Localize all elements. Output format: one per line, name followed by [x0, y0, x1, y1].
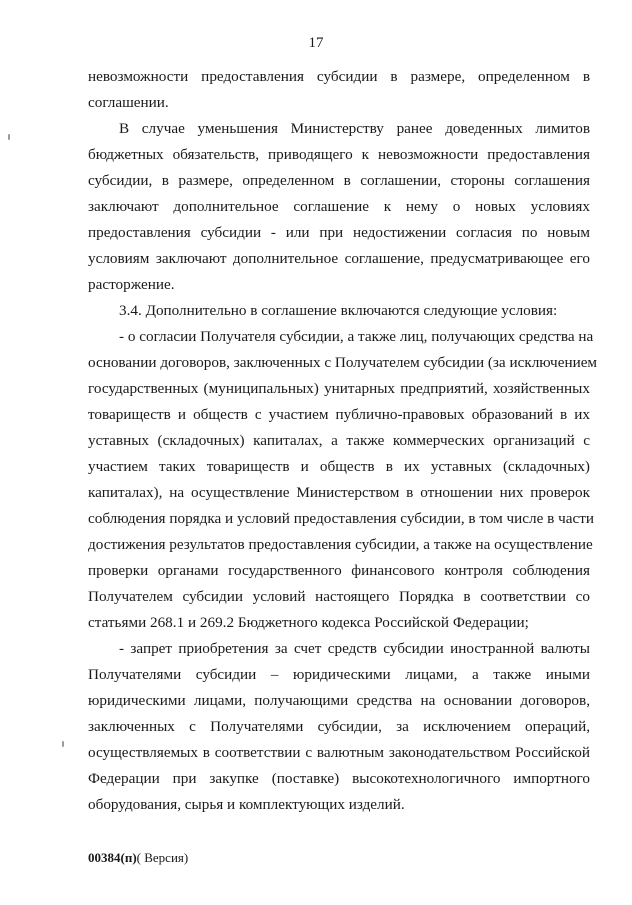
text-line: соблюдения порядка и условий предоставления субсидии, в том числе в части: [88, 510, 595, 527]
paragraph-continuation: [88, 64, 590, 116]
text-line: - о согласии Получателя субсидии, а также лиц, получающих средства на: [119, 328, 594, 345]
document-code: 00384(п): [88, 850, 137, 865]
text-line: - запрет приобретения за счет средств субсидии иностранной валюты: [119, 640, 590, 657]
section-heading-line: 3.4. Дополнительно в соглашение включаются следующие условия:: [119, 302, 558, 319]
text-line: капиталах), на осуществление Министерством в отношении них проверок: [88, 484, 590, 501]
document-version: ( Версия): [136, 850, 189, 865]
text-line: предоставления субсидии - или при недостижении согласия по новым: [88, 224, 590, 241]
scan-speck: [62, 741, 64, 747]
text-line: статьями 268.1 и 269.2 Бюджетного кодекса Российской Федерации;: [88, 614, 529, 631]
scan-speck: [8, 134, 10, 140]
text-line: государственных (муниципальных) унитарных предприятий, хозяйственных: [88, 380, 590, 397]
text-line: заключенных с Получателями субсидии, за исключением операций,: [88, 718, 590, 735]
text-line: заключают дополнительное соглашение к нему о новых условиях: [88, 198, 590, 215]
text-line: проверки органами государственного финансового контроля соблюдения: [88, 562, 590, 579]
document-body: [88, 64, 598, 818]
paragraph-currency-ban: [88, 636, 590, 818]
document-footer: [88, 849, 188, 867]
text-line: субсидии, в размере, определенном в соглашении, стороны соглашения: [88, 172, 590, 189]
text-line: Получателем субсидии условий настоящего Порядка в соответствии со: [88, 588, 590, 605]
text-line: соглашении.: [88, 94, 169, 111]
text-line: В случае уменьшения Министерству ранее доведенных лимитов: [119, 120, 590, 137]
paragraph-consent-condition: [88, 324, 598, 636]
text-line: товариществ и обществ с участием публично-правовых образований в их: [88, 406, 590, 423]
text-line: бюджетных обязательств, приводящего к невозможности предоставления: [88, 146, 590, 163]
paragraph-section-3-4: [88, 298, 590, 324]
text-line: юридическими лицами, получающими средства на основании договоров,: [88, 692, 590, 709]
text-line: основании договоров, заключенных с Получателем субсидии (за исключением: [88, 354, 598, 371]
text-line: Получателями субсидии – юридическими лицами, а также иными: [88, 666, 590, 683]
text-line: Федерации при закупке (поставке) высокотехнологичного импортного: [88, 770, 590, 787]
text-line: участием таких товариществ и обществ в их уставных (складочных): [88, 458, 590, 475]
text-line: условиям заключают дополнительное соглашение, предусматривающее его: [88, 250, 590, 267]
text-line: осуществляемых в соответствии с валютным законодательством Российской: [88, 744, 590, 761]
page-number: 17: [308, 35, 324, 51]
text-line: оборудования, сырья и комплектующих изделий.: [88, 796, 405, 813]
text-line: невозможности предоставления субсидии в размере, определенном в: [88, 68, 590, 85]
text-line: достижения результатов предоставления субсидии, а также на осуществление: [88, 536, 593, 553]
text-line: уставных (складочных) капиталах, а также коммерческих организаций с: [88, 432, 590, 449]
text-line: расторжение.: [88, 276, 175, 293]
paragraph-budget-limits: [88, 116, 590, 298]
